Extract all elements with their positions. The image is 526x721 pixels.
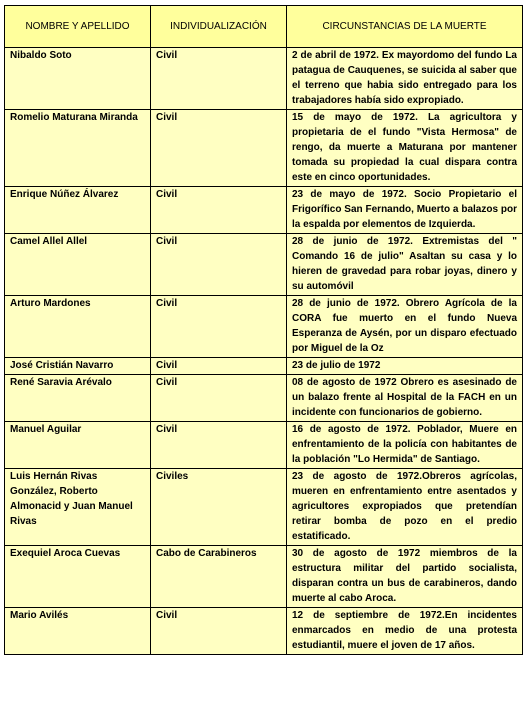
document-page [4,5,522,655]
cell-individualization: Civil [151,358,287,375]
table-row [5,358,523,375]
table-row [5,608,523,655]
cell-circumstances: 30 de agosto de 1972 miembros de la estructura militar del partido socialista, disparan contra un bus de carabineros, dando muerte al cabo Aroca. [287,546,523,608]
cell-name: Nibaldo Soto [5,48,151,110]
cell-name: Exequiel Aroca Cuevas [5,546,151,608]
cell-circumstances: 08 de agosto de 1972 Obrero es asesinado de un balazo frente al Hospital de la FACH en un incidente con funcionarios de gobierno. [287,375,523,422]
cell-name: Romelio Maturana Miranda [5,110,151,187]
table-row [5,469,523,546]
header-individualization: INDIVIDUALIZACIÓN [151,6,287,48]
cell-name: Manuel Aguilar [5,422,151,469]
table-row [5,48,523,110]
table-row [5,546,523,608]
header-name: NOMBRE Y APELLIDO [5,6,151,48]
cell-individualization: Civil [151,187,287,234]
cell-name: René Saravia Arévalo [5,375,151,422]
cell-circumstances: 23 de julio de 1972 [287,358,523,375]
cell-circumstances: 12 de septiembre de 1972.En incidentes enmarcados en medio de una protesta estudiantil, muere el joven de 17 años. [287,608,523,655]
cell-circumstances: 23 de agosto de 1972.Obreros agrícolas, mueren en enfrentamiento entre asentados y agricultores expropiados que pretendían retirar bomba de pozo en el predio estatificado. [287,469,523,546]
cell-individualization: Civil [151,422,287,469]
cell-name: Arturo Mardones [5,296,151,358]
cell-circumstances: 15 de mayo de 1972. La agricultora y propietaria de el fundo "Vista Hermosa" de rengo, da muerte a Maturana por mantener tomada su propiedad la cual dispara contra este en cinco oportunidades. [287,110,523,187]
table-header-row [5,6,523,48]
cell-individualization: Civiles [151,469,287,546]
cell-name: Mario Avilés [5,608,151,655]
table-row [5,234,523,296]
cell-circumstances: 28 de junio de 1972. Obrero Agrícola de la CORA fue muerto en el fundo Nueva Esperanza de Aysén, por un disparo efectuado por Miguel de la Oz [287,296,523,358]
cell-individualization: Civil [151,296,287,358]
cell-individualization: Civil [151,375,287,422]
cell-circumstances: 28 de junio de 1972. Extremistas del " Comando 16 de julio" Asaltan su casa y lo hieren de gravedad para robar joyas, dinero y su automóvil [287,234,523,296]
table-row [5,375,523,422]
table-row [5,187,523,234]
cell-name: Camel Allel Allel [5,234,151,296]
cell-circumstances: 2 de abril de 1972. Ex mayordomo del fundo La patagua de Cauquenes, se suicida al saber que el terreno que habia sido entregado para los trabajadores había sido expropiado. [287,48,523,110]
cell-circumstances: 23 de mayo de 1972. Socio Propietario el Frigorífico San Fernando, Muerto a balazos por la espalda por elementos de Izquierda. [287,187,523,234]
deaths-table [4,5,523,655]
cell-individualization: Civil [151,234,287,296]
table-row [5,110,523,187]
cell-name: Luis Hernán Rivas González, Roberto Almonacid y Juan Manuel Rivas [5,469,151,546]
cell-name: Enrique Núñez Álvarez [5,187,151,234]
header-circumstances: CIRCUNSTANCIAS DE LA MUERTE [287,6,523,48]
cell-name: José Cristián Navarro [5,358,151,375]
table-row [5,422,523,469]
cell-individualization: Cabo de Carabineros [151,546,287,608]
cell-circumstances: 16 de agosto de 1972. Poblador, Muere en enfrentamiento de la policía con habitantes de la población "Lo Hermida" de Santiago. [287,422,523,469]
cell-individualization: Civil [151,608,287,655]
cell-individualization: Civil [151,48,287,110]
cell-individualization: Civil [151,110,287,187]
table-row [5,296,523,358]
